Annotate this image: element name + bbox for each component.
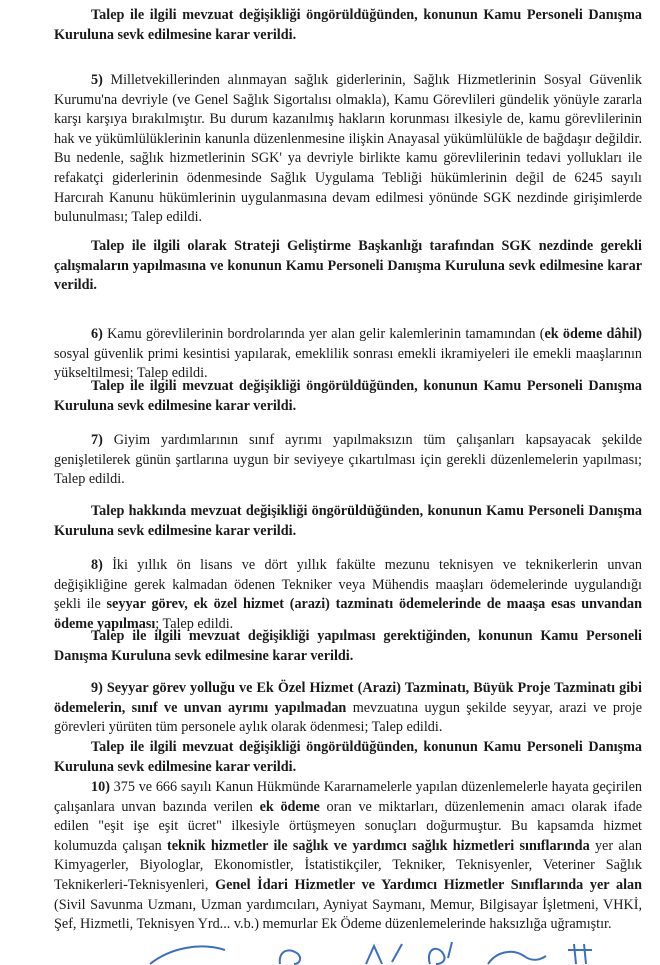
decision-item-7: Talep hakkında mevzuat değişikliği öngörüldüğünden, konunun Kamu Personeli Danışma Kuruluna sevk edilmesine karar verildi. — [54, 503, 642, 539]
item-7-paragraph — [54, 431, 642, 490]
item-9-paragraph — [54, 679, 642, 738]
item-5-number: 5) — [91, 72, 103, 88]
item-5-paragraph — [54, 71, 642, 228]
item-6-text-a: Kamu görevlilerinin bordrolarında yer alan gelir kalemlerinin tamamından ( — [107, 326, 545, 342]
decision-item-4: Talep ile ilgili mevzuat değişikliği öngörüldüğünden, konunun Kamu Personeli Danışma Kuruluna sevk edilmesine karar verildi. — [54, 7, 642, 43]
item-6-text-b: sosyal güvenlik primi kesintisi yapılarak, emeklilik sonrası emekli ikramiyeleri ile emekli maaşlarının yükseltilmesi; Talep edildi. — [54, 345, 642, 382]
item-5-text: Milletvekillerinden alınmayan sağlık giderlerinin, Sağlık Hizmetlerinin Sosyal Güvenlik Kurumu'na devriyle (ve Genel Sağlık Sigortalısı olmakla), Kamu Görevlileri gündelik yönüyle zararla karşı karşıya bırakılmıştır. Bu durum kazanılmış hakların korunması ilkesiyle de, kamu görevlilerinin hak ve yükümlülüklerinin kanunla düzenlenmesine ilişkin Anayasal yükümlülükle de bağdaşır değildir. Bu nedenle, sağlık hizmetlerinin SGK' ya devriyle birlikte kamu görevlilerinin tedavi yollukları ile refakatçi giderlerinin ödenmesinde Sağlık Uygulama Tebliği hükümlerinin değil de 6245 sayılı Harcırah Kanunu hükümlerinin uygulanmasına devam edilmesi yönünde SGK nezdinde girişimlerde bulunulması; Talep edildi. — [54, 72, 642, 226]
signature-4 — [429, 942, 452, 964]
signature-1 — [150, 946, 225, 964]
item-10-number: 10) — [91, 779, 110, 795]
item-6-number: 6) — [91, 326, 103, 342]
item-8-number: 8) — [91, 557, 103, 573]
decision-item-8: Talep ile ilgili mevzuat değişikliği yapılması gerektiğinden, konunun Kamu Personeli Danışma Kuruluna sevk edilmesine karar verildi. — [54, 628, 642, 664]
item-7-text: Giyim yardımlarının sınıf ayrımı yapılmaksızın tüm çalışanları kapsayacak şekilde genişletilerek günün şartlarına uygun bir seviyeye çıkartılması için gerekli düzenlemelerin yapılması; Talep edildi. — [54, 432, 643, 488]
item-6-bold-a: ek ödeme dâhil) — [544, 326, 642, 342]
item-10-text-c: yer alan Kimyagerler, Biyologlar, Ekonomistler, İstatistikçiler, Tekniker, Teknisyenler, Veteriner Sağlık Teknikerleri-Teknisyenleri, — [54, 837, 642, 893]
item-6-paragraph — [54, 325, 642, 384]
item-10-bold-c: Genel İdari Hizmetler ve Yardımcı Hizmetler Sınıflarında yer alan — [215, 876, 642, 893]
item-9-bold-a: 9) Seyyar görev yolluğu ve Ek Özel Hizmet (Arazi) Tazminatı, Büyük Proje Tazminatı gibi ödemelerin, sınıf ve unvan ayrımı yapılmadan — [54, 680, 642, 716]
item-10-bold-a: ek ödeme — [259, 798, 320, 815]
item-8-paragraph — [54, 556, 642, 634]
signature-5 — [488, 952, 546, 964]
signature-6 — [568, 944, 592, 964]
item-10-text-a: 375 ve 666 sayılı Kanun Hükmünde Kararnamelerle yapılan düzenlemelerle hayata geçirilen çalışanlara unvan bazında verilen — [54, 779, 642, 815]
signature-3 — [366, 944, 402, 964]
item-7-number: 7) — [91, 432, 103, 448]
item-8-text-a: İki yıllık ön lisans ve dört yıllık fakülte mezunu teknisyen ve teknikerlerin unvan değişikliğine gerek kalmadan ödenen Tekniker veya Mühendis maaşları ödemelerinde uygulandığı şekli ile — [54, 557, 643, 613]
signature-2 — [280, 950, 300, 964]
decision-item-9: Talep ile ilgili mevzuat değişikliği öngörüldüğünden, konunun Kamu Personeli Danışma Kuruluna sevk edilmesine karar verildi. — [54, 739, 642, 775]
item-10-text-d: (Sivil Savunma Uzmanı, Uzman yardımcıları, Ayniyat Saymanı, Memur, Bilgisayar İşletmeni, VHKİ, Şef, Hizmetli, Teknisyen Yrd... v.b.) memurlar Ek Ödeme düzenlemelerinde haksızlığa uğramıştır. — [54, 896, 642, 933]
item-10-text-b: oran ve miktarları, düzenlemenin amacı olarak ifade edilen "eşit işe eşit ücret" ilkesiyle örtüşmeyen sonuçları doğurmuştur. Bu kapsamda hizmet kolumuzda çalışan — [54, 798, 642, 854]
decision-item-5: Talep ile ilgili olarak Strateji Geliştirme Başkanlığı tarafından SGK nezdinde gerekli çalışmaların yapılmasına ve konunun Kamu Personeli Danışma Kuruluna sevk edilmesine karar verildi. — [54, 238, 642, 294]
item-10-bold-b: teknik hizmetler ile sağlık ve yardımcı sağlık hizmetleri sınıflarında — [167, 837, 590, 854]
item-8-bold-a: seyyar görev, ek özel hizmet (arazi) tazminatı ödemelerinde de maaşa esas unvandan ödeme yapılması — [54, 596, 642, 632]
item-10-paragraph — [54, 778, 642, 935]
item-8-text-b: ; Talep edildi. — [155, 615, 234, 632]
signatures — [130, 938, 610, 965]
item-9-text-b: mevzuatına uygun şekilde seyyar, arazi ve proje görevleri yürüten tüm personele aylık olarak ödenmesi; Talep edildi. — [54, 699, 643, 736]
decision-item-6: Talep ile ilgili mevzuat değişikliği öngörüldüğünden, konunun Kamu Personeli Danışma Kuruluna sevk edilmesine karar verildi. — [54, 378, 642, 414]
